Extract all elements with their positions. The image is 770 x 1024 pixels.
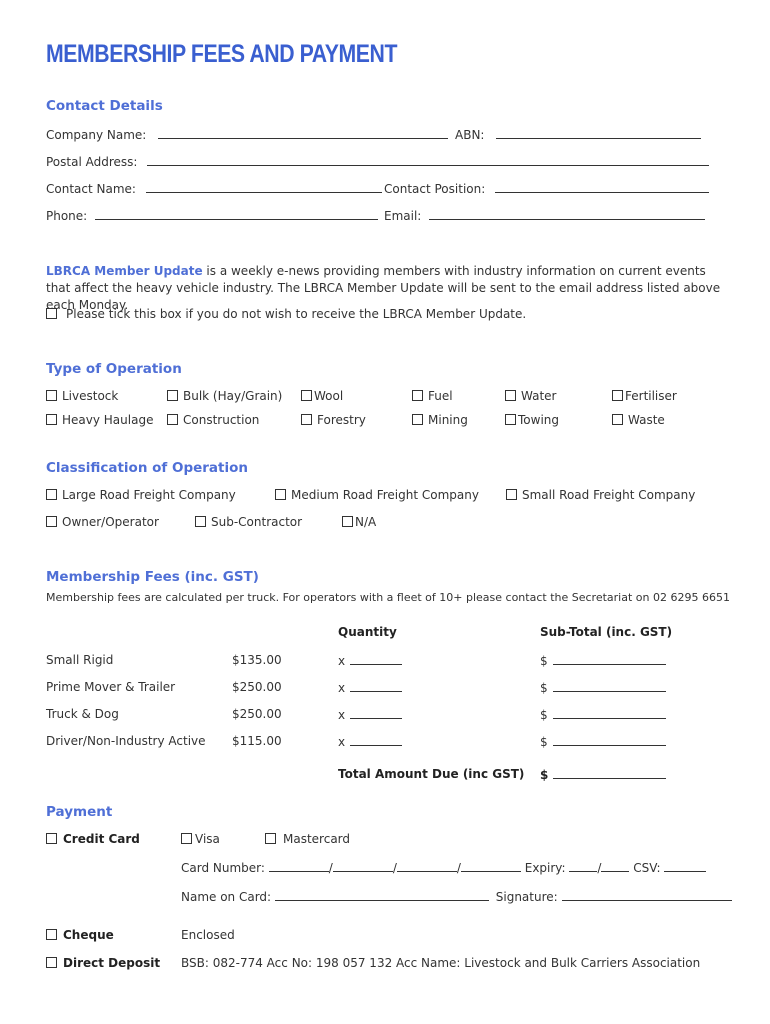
cheque-enclosed: Enclosed xyxy=(181,928,235,942)
classification-heading: Classification of Operation xyxy=(46,460,249,476)
option-label: Owner/Operator xyxy=(62,515,159,529)
option-label: Visa xyxy=(195,832,220,846)
operation-bulk[interactable] xyxy=(167,389,282,403)
csv-label: CSV: xyxy=(633,861,661,875)
page-title: MEMBERSHIP FEES AND PAYMENT xyxy=(46,40,398,68)
postal-address-field[interactable] xyxy=(147,154,709,166)
card-number-row xyxy=(181,860,706,875)
checkbox[interactable] xyxy=(612,414,623,425)
fee-price: $115.00 xyxy=(232,734,282,748)
email-field[interactable] xyxy=(429,208,705,220)
fee-type: Prime Mover & Trailer xyxy=(46,680,176,694)
optout-checkbox[interactable] xyxy=(46,308,57,319)
contact-position-row xyxy=(384,181,709,196)
dollar-sign: $ xyxy=(540,654,548,668)
checkbox[interactable] xyxy=(265,833,276,844)
checkbox[interactable] xyxy=(505,390,516,401)
option-label: Wool xyxy=(314,389,344,403)
membership-fees-heading: Membership Fees (inc. GST) xyxy=(46,569,259,585)
option-label: Water xyxy=(521,389,557,403)
checkbox[interactable] xyxy=(412,414,423,425)
card-number-field[interactable] xyxy=(461,860,521,872)
option-label: Sub-Contractor xyxy=(211,515,303,529)
operation-fertiliser[interactable] xyxy=(612,389,677,403)
checkbox[interactable] xyxy=(505,414,516,425)
contact-name-label: Contact Name: xyxy=(46,182,136,196)
times-sign: x xyxy=(338,654,346,668)
credit-card-option[interactable] xyxy=(46,832,140,846)
abn-row xyxy=(455,127,701,142)
abn-label: ABN: xyxy=(455,128,485,142)
card-number-field[interactable] xyxy=(333,860,393,872)
subtotal-field[interactable] xyxy=(553,734,666,746)
type-of-operation-heading: Type of Operation xyxy=(46,361,182,377)
option-label: Fuel xyxy=(428,389,453,403)
quantity-cell xyxy=(338,680,402,695)
optout-label: Please tick this box if you do not wish to receive the LBRCA Member Update. xyxy=(66,307,527,321)
email-row xyxy=(384,208,705,223)
option-label: Cheque xyxy=(63,928,114,942)
operation-waste[interactable] xyxy=(612,413,665,427)
checkbox[interactable] xyxy=(46,833,57,844)
checkbox[interactable] xyxy=(301,390,312,401)
option-label: Construction xyxy=(183,413,260,427)
class-small[interactable] xyxy=(506,488,695,502)
checkbox[interactable] xyxy=(167,414,178,425)
class-large[interactable] xyxy=(46,488,236,502)
phone-field[interactable] xyxy=(95,208,378,220)
operation-mining[interactable] xyxy=(412,413,468,427)
operation-construction[interactable] xyxy=(167,413,259,427)
total-cell xyxy=(540,767,666,782)
name-on-card-row xyxy=(181,889,732,904)
signature-field[interactable] xyxy=(562,889,732,901)
phone-row xyxy=(46,208,378,223)
dollar-sign: $ xyxy=(540,735,548,749)
checkbox[interactable] xyxy=(612,390,623,401)
option-label: Towing xyxy=(518,413,560,427)
fees-note: Membership fees are calculated per truck. For operators with a fleet of 10+ please contact the Secretariat on 02 6295 6651 xyxy=(46,591,730,604)
option-label: Mining xyxy=(428,413,468,427)
email-label: Email: xyxy=(384,209,422,223)
expiry-label: Expiry: xyxy=(524,861,566,875)
subtotal-column-header: Sub-Total (inc. GST) xyxy=(540,625,673,639)
quantity-cell xyxy=(338,653,402,668)
quantity-cell xyxy=(338,707,402,722)
visa-option[interactable] xyxy=(181,832,220,846)
bank-details: BSB: 082-774 Acc No: 198 057 132 Acc Name: Livestock and Bulk Carriers Association xyxy=(181,956,701,970)
abn-field[interactable] xyxy=(496,127,701,139)
company-name-field[interactable] xyxy=(158,127,448,139)
card-number-field[interactable] xyxy=(269,860,329,872)
expiry-month-field[interactable] xyxy=(569,860,597,872)
operation-water[interactable] xyxy=(505,389,556,403)
checkbox[interactable] xyxy=(275,489,286,500)
class-owner-operator[interactable] xyxy=(46,515,159,529)
phone-label: Phone: xyxy=(46,209,88,223)
checkbox[interactable] xyxy=(195,516,206,527)
fee-type: Truck & Dog xyxy=(46,707,119,721)
total-field[interactable] xyxy=(553,767,666,779)
postal-address-row xyxy=(46,154,709,169)
fee-price: $250.00 xyxy=(232,680,282,694)
mastercard-option[interactable] xyxy=(265,832,350,846)
quantity-cell xyxy=(338,734,402,749)
member-update-text: is a weekly e-news providing members with industry information on current events that affect the heavy vehicle industry. The LBRCA Member Update will be sent to the email address listed above each Monday. xyxy=(46,264,721,312)
checkbox[interactable] xyxy=(301,414,312,425)
optout-row xyxy=(46,307,526,321)
subtotal-cell xyxy=(540,707,666,722)
option-label: Bulk (Hay/Grain) xyxy=(183,389,283,403)
slash: / xyxy=(392,861,397,875)
times-sign: x xyxy=(338,681,346,695)
expiry-year-field[interactable] xyxy=(601,860,629,872)
total-label: Total Amount Due (inc GST) xyxy=(338,767,525,781)
name-on-card-field[interactable] xyxy=(275,889,489,901)
contact-details-heading: Contact Details xyxy=(46,98,163,114)
card-number-label: Card Number: xyxy=(181,861,265,875)
subtotal-cell xyxy=(540,653,666,668)
option-label: Medium Road Freight Company xyxy=(291,488,479,502)
contact-position-field[interactable] xyxy=(495,181,709,193)
checkbox[interactable] xyxy=(412,390,423,401)
quantity-field[interactable] xyxy=(350,653,402,665)
postal-address-label: Postal Address: xyxy=(46,155,138,169)
signature-label: Signature: xyxy=(495,890,558,904)
times-sign: x xyxy=(338,708,346,722)
option-label: Heavy Haulage xyxy=(62,413,154,427)
class-medium[interactable] xyxy=(275,488,479,502)
checkbox[interactable] xyxy=(342,516,353,527)
fee-price: $250.00 xyxy=(232,707,282,721)
operation-wool[interactable] xyxy=(301,389,343,403)
checkbox[interactable] xyxy=(181,833,192,844)
option-label: Direct Deposit xyxy=(63,956,161,970)
quantity-field[interactable] xyxy=(350,680,402,692)
company-name-label: Company Name: xyxy=(46,128,147,142)
checkbox[interactable] xyxy=(46,414,57,425)
checkbox[interactable] xyxy=(46,929,57,940)
card-number-field[interactable] xyxy=(397,860,457,872)
member-update-highlight: LBRCA Member Update xyxy=(46,264,203,278)
option-label: Forestry xyxy=(317,413,366,427)
fee-price: $135.00 xyxy=(232,653,282,667)
checkbox[interactable] xyxy=(46,489,57,500)
subtotal-field[interactable] xyxy=(553,707,666,719)
company-name-row xyxy=(46,127,448,142)
contact-position-label: Contact Position: xyxy=(384,182,486,196)
operation-livestock[interactable] xyxy=(46,389,118,403)
operation-heavy-haulage[interactable] xyxy=(46,413,153,427)
class-na[interactable] xyxy=(342,515,376,529)
fee-type: Driver/Non-Industry Active xyxy=(46,734,206,748)
operation-forestry[interactable] xyxy=(301,413,366,427)
dollar-sign: $ xyxy=(540,708,548,722)
payment-heading: Payment xyxy=(46,804,113,820)
dollar-sign: $ xyxy=(540,768,549,782)
slash: / xyxy=(328,861,333,875)
subtotal-field[interactable] xyxy=(553,680,666,692)
fee-type: Small Rigid xyxy=(46,653,114,667)
option-label: Mastercard xyxy=(283,832,351,846)
contact-name-row xyxy=(46,181,382,196)
quantity-field[interactable] xyxy=(350,707,402,719)
option-label: Large Road Freight Company xyxy=(62,488,236,502)
slash: / xyxy=(456,861,461,875)
checkbox[interactable] xyxy=(46,390,57,401)
slash: / xyxy=(597,861,602,875)
cheque-option[interactable] xyxy=(46,928,114,942)
quantity-column-header: Quantity xyxy=(338,625,397,639)
operation-towing[interactable] xyxy=(505,413,559,427)
times-sign: x xyxy=(338,735,346,749)
subtotal-cell xyxy=(540,680,666,695)
name-on-card-label: Name on Card: xyxy=(181,890,272,904)
class-sub-contractor[interactable] xyxy=(195,515,302,529)
subtotal-field[interactable] xyxy=(553,653,666,665)
checkbox[interactable] xyxy=(506,489,517,500)
subtotal-cell xyxy=(540,734,666,749)
csv-field[interactable] xyxy=(664,860,706,872)
option-label: Waste xyxy=(628,413,665,427)
checkbox[interactable] xyxy=(167,390,178,401)
checkbox[interactable] xyxy=(46,516,57,527)
option-label: N/A xyxy=(355,515,377,529)
quantity-field[interactable] xyxy=(350,734,402,746)
contact-name-field[interactable] xyxy=(146,181,382,193)
checkbox[interactable] xyxy=(46,957,57,968)
direct-deposit-option[interactable] xyxy=(46,956,160,970)
dollar-sign: $ xyxy=(540,681,548,695)
option-label: Small Road Freight Company xyxy=(522,488,696,502)
option-label: Credit Card xyxy=(63,832,140,846)
operation-fuel[interactable] xyxy=(412,389,453,403)
option-label: Livestock xyxy=(62,389,119,403)
option-label: Fertiliser xyxy=(625,389,677,403)
